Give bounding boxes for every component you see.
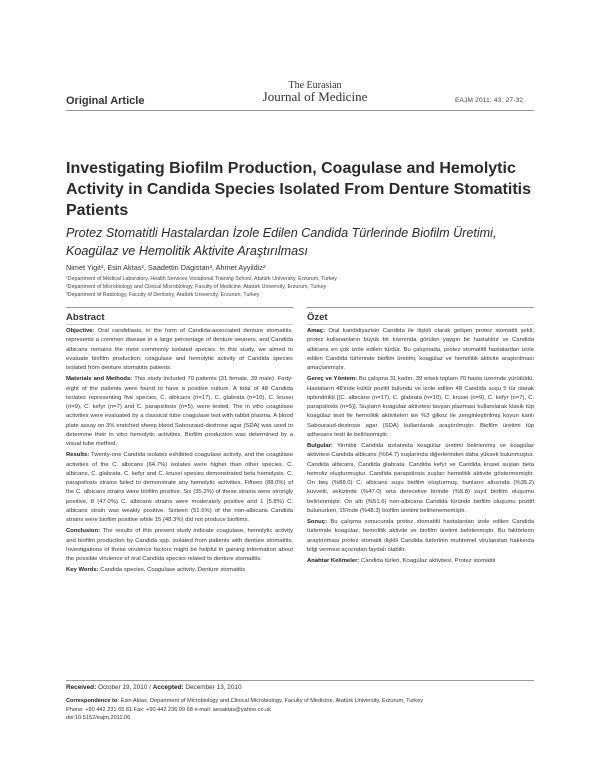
affiliation-1: ¹Department of Medical Laboratory, Health Services Vocational Training School, Atatürk University, Erzurum, Turkey [66, 276, 337, 282]
affiliation-3: ³Department of Radiology, Faculty of Dentistry, Atatürk University, Erzurum, Turkey [66, 292, 260, 298]
abstract-methods: Materials and Methods: This study included 70 patients (31 female, 39 male). Forty-eight of the patients were found to have a positive culture. A total of 48 Candida isolates representing five species, C. albicans (n=17), C. glabrata (n=10), C. krusei (n=9), C. kefyr (n=7) and C. parapsilosis (n=5), were tested. The in vitro coagulase activities were evaluated by a classical tube coagulase test with rabbit plasma. A blood plate assay on 3% enriched sheep blood Sabouraud-dextrose agar (SDA) was used to determine their in vitro hemolytic activities. Biofilm production was determined by a visual tube method. [66, 376, 293, 447]
footer-divider [66, 680, 534, 681]
ozet-keywords: Anahtar Kelimeler: Candida türleri, Koagülaz aktivitesi, Protez stomatiti [307, 558, 496, 564]
correspondence: Correspondence to: Esin Aktas, Department of Microbiology and Clinical Microbiology, Faculty of Medicine, Atatürk University, Erzurum, Turkey Phone: +90 442 231 65 81 Fax: +90 442 236 09 68 e-mail: aesaktas@yahoo.co.uk doi:10.5152/eajm.2011.06 [66, 697, 536, 723]
abstract-heading: Abstract [66, 312, 105, 323]
abstract-objective: Objective: Oral candidiasis, in the form of Candida-associated denture stomatitis, represents a common disease in a large percentage of denture wearers, and Candida albicans remains the most commonly isolated species. In this study, we aimed to evaluate biofilm production, coagulase and hemolytic activity of Candida species isolated from denture stomatitis patients. [66, 328, 294, 371]
citation: EAJM 2011; 43: 27-32 [455, 97, 524, 104]
affiliation-2: ²Department of Microbiology and Clinical Microbiology, Faculty of Medicine, Atatürk University, Erzurum, Turkey [66, 284, 327, 290]
ozet-sonuc: Sonuç: Bu çalışma sonucunda protez stomatitli hastalardan izole edilen Candida türlerinde koagülaz, hemolitik aktivite ve biofilm üretimi belirlenmiştir. Bu faktörlerin araştırılması protez stomatit ilişkili Candida türlerinin muhtemel virulansları hakkında bilgi vermesi açısından faydalı olabilir. [307, 519, 535, 553]
journal-logo [260, 80, 370, 102]
received-accepted: Received: October 19, 2010 / Accepted: December 13, 2010 [66, 684, 242, 691]
abstract-top-rule [66, 307, 293, 308]
header-divider [66, 110, 534, 111]
ozet-heading-rule [307, 324, 534, 325]
abstract-results: Results: Twenty-one Candida isolates exhibited coagulase activity, and the coagulase activities of the C. albicans (64.7%) isolates were higher than other species. C. albicans, C. glabrata, C. kefyr and C. krusei species demonstrated beta hemolysis. C. parapsilosis strains failed to demonstrate any hemolytic activities. Fifteen (88.0%) of the C. albicans strains were biofilm positive. Six (35.2%) of these strains were strongly positive, 8 (47.0%) C. albicans strains were moderately positive and 1 (5.8%) C. albicans strain was weakly positive. Sixteen (51.6%) of the non-albicans Candida strains were biofilm positive while 15 (48.3%) did not produce biofilms. [66, 452, 293, 523]
article-title: Investigating Biofilm Production, Coagulase and Hemolytic Activity in Candida Species Isolated From Denture Stomatitis Patients [66, 160, 531, 219]
article-type: Original Article [66, 95, 145, 107]
ozet-amac: Amaç: Oral kandidiyazisin Candida ile ilişkili olarak gelişen protez stomatiti şekli, protez kullananların büyük bir kısmında görülen yaygın bir hastalıktır ve Candida albicans en çok izole edilen türdür. Bu çalışmada, protez stomatitli hastalardan izole edilen Candida türlerinde biofilm üretimi, koagülaz ve hemolitik aktivite araştırılması amaçlanmıştır. [307, 328, 535, 371]
article-title-turkish: Protez Stomatitli Hastalardan İzole Edilen Candida Türlerinde Biofilm Üretimi, Koagülaz ve Hemolitik Aktivite Araştırılması [66, 226, 497, 258]
abstract-heading-rule [66, 324, 293, 325]
contact-info: Phone: +90 442 231 65 81 Fax: +90 442 236 09 68 e-mail: aesaktas@yahoo.co.uk [66, 706, 272, 713]
ozet-top-rule [307, 307, 534, 308]
doi: doi:10.5152/eajm.2011.06 [66, 715, 131, 721]
ozet-body [307, 327, 534, 568]
journal-name-line1: The Eurasian [288, 80, 342, 91]
abstract-keywords: Key Words: Candida species, Coagulase activity, Denture stomatitis [66, 567, 246, 574]
author-list: Nimet Yigit¹, Esin Aktas², Saadettin Dagistan³, Ahmet Ayyildiz² [66, 263, 266, 272]
abstract-conclusion: Conclusion: The results of this present study indicate coagulase, hemolytic activity and biofilm production by Candida spp. isolated from patients with denture stomatitis. Investigations of these virulence factors might be helpful in gaining information about the possible virulence of oral Candida species related to denture stomatitis. [66, 528, 294, 562]
ozet-heading: Özet [307, 312, 328, 323]
ozet-bulgular: Bulgular: Yirmibir Candida izolatında koagülaz üretimi belirlenmiş ve koagülaz aktivitesi Candida albicans (%64.7) suşlarında diğerlerinden daha yüksek bulunmuştur. Candida albicans, Candida glabrata, Candida kefyr ve Candida krusei suşları beta hemoliz oluşturmuştur. Candida parapsilosis suşları hemolitik aktivite göstermemiştir. On beş (%88.0) C. albicans suşu biofilm oluşturmuş, bunların altısında (%35.2) kuvvetli, sekizinde (%47.0) orta derecelive birinde (%5.8) zayıf biofilm oluşumu belirlenmiştir. On altı (%51.6) non-albicans Candida türünde biofilm oluşumu pozitif bulunurken, 15'inde (%48.3) biofilm üretimi belirlenememiştir. [307, 443, 535, 514]
abstract-body [66, 327, 293, 578]
journal-name-line2: Journal of Medicine [262, 89, 368, 104]
ozet-yontem: Gereç ve Yöntem: Bu çalışma 31 kadın, 39 erkek toplam 70 hasta üzerinde yürütüldü. Hastaların 48'inde kültür pozitif bulundu ve izole edilen 48 Candida suşu 5 tür olarak tiplendirildi [(C. albicans (n=17), C. glabrata (n=10), C. krusei (n=9), C. kefyr (n=7), C. parapsilosis (n=5)]. Suşların koagülaz aktivitesi tavşan plazması kullanılarak klasik tüp koagülaz testi ile hemolitik aktiviteleri ise %3 glikoz ile zenginleştirilmiş koyun kanlı Sabouraud-dextrose agar (SDA) kullanılarak araştırılmıştır. Biofilm üretimi tüp adhesans testi ile belirlenmiştir. [307, 376, 535, 438]
